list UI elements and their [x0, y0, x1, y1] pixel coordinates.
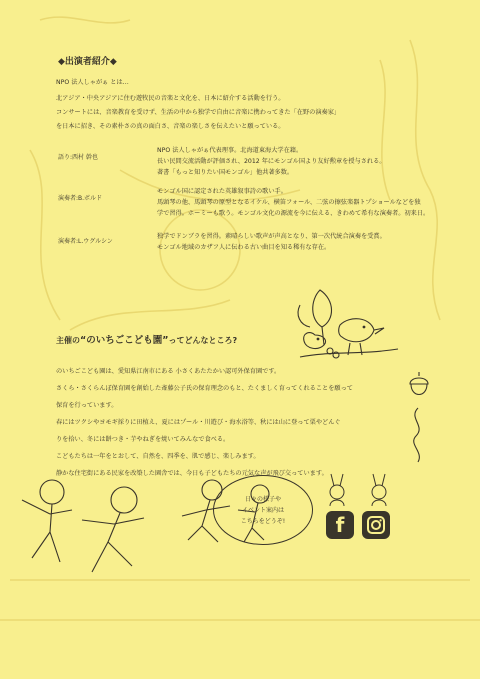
bubble-line: イベント案内は [241, 506, 284, 514]
school-line: 静かな住宅街にある民家を改築した園舎では、今日も子どもたちの元気な声が飛び交っています。 [56, 470, 328, 477]
intro-line-2: コンサートには、音楽教育を受けず、生活の中から独学で自由に音楽に携わってきた「在野の演奏家」 [56, 109, 341, 116]
school-line: さくら・さくらんぼ保育園を創始した斎藤公子氏の保育理念のもと、たくましく育ってくれることを願って [56, 385, 353, 392]
intro-line-3: を日本に招き、その素朴さの真の面白さ、音楽の楽しさを伝えたいと願っている。 [56, 123, 285, 130]
instagram-icon[interactable] [362, 511, 390, 539]
bubble-line: こちらをどうぞ! [240, 517, 286, 525]
member-line: NPO 法人しゃがぁ代表理事。北海道東海大学在籍。 [157, 147, 303, 154]
member-line: モンゴル国に認定された英雄叙事詩の歌い手。 [157, 188, 287, 195]
bubble-line: 日々の様子や [244, 495, 281, 503]
intro-line-1: 北アジア・中央アジアに住む遊牧民の音楽と文化を、日本に紹介する活動を行う。 [56, 95, 285, 102]
school-line: のいちごこども園は、愛知県江南市にある 小さくあたたかい認可外保育園です。 [56, 368, 281, 375]
member-role: 演奏者:L.ウグルシン [58, 238, 113, 245]
bunnies-illustration [318, 472, 398, 508]
member-role: 演奏者:B.ボルド [58, 195, 103, 202]
instagram-glyph [366, 515, 386, 535]
school-line: 春にはツクシやヨモギ採りに田植え、夏にはプール・川遊び・海水浴等、秋には山に登って栗やどんぐ [56, 419, 341, 426]
member-line: 学で習得。ホーミーも歌う。モンゴル文化の源流を今に伝える、きわめて希有な演奏者。初来日。 [157, 210, 430, 217]
sns-speech-bubble [213, 475, 313, 545]
npo-intro: NPO 法人しゃがぁ とは… [56, 79, 129, 86]
performers-heading: ◆出演者紹介◆ [58, 57, 117, 67]
school-heading-post: ってどんなところ? [168, 336, 238, 345]
member-line: 馬頭琴の他、馬頭琴の原型となるイケル、横笛フォール、二弦の擦弦楽器トプショールなどを独 [157, 199, 421, 206]
acorn-illustration [404, 372, 434, 464]
member-role: 語り:西村 幹也 [58, 154, 98, 161]
member-line: 長い民間交流活動が評価され、2012 年にモンゴル国より友好勲章を授与される。 [157, 158, 386, 165]
member-line: 独学でドンブラを習得。素晴らしい歌声が声高となり、第一次代統合演奏を受賞。 [157, 233, 386, 240]
school-line: 保育を行っています。 [56, 402, 118, 409]
school-line: りを拾い、冬には餅つき・芋やねぎを焼いてみんなで食べる。 [56, 436, 230, 443]
member-line: モンゴル地域のカザフ人に伝わる古い曲目を知る稀有な存在。 [157, 244, 331, 251]
birds-illustration [290, 285, 400, 367]
school-line: こどもたちは一年をとおして、自然を、四季を、肌で感じ、楽しみます。 [56, 453, 260, 460]
school-heading-pre: 主催の [56, 336, 80, 345]
school-heading-name: “のいちごこども園” [80, 335, 169, 346]
school-heading [56, 332, 237, 346]
member-line: 著書「もっと知りたい国モンゴル」他共著多数。 [157, 169, 294, 176]
facebook-icon[interactable]: f [326, 511, 354, 539]
